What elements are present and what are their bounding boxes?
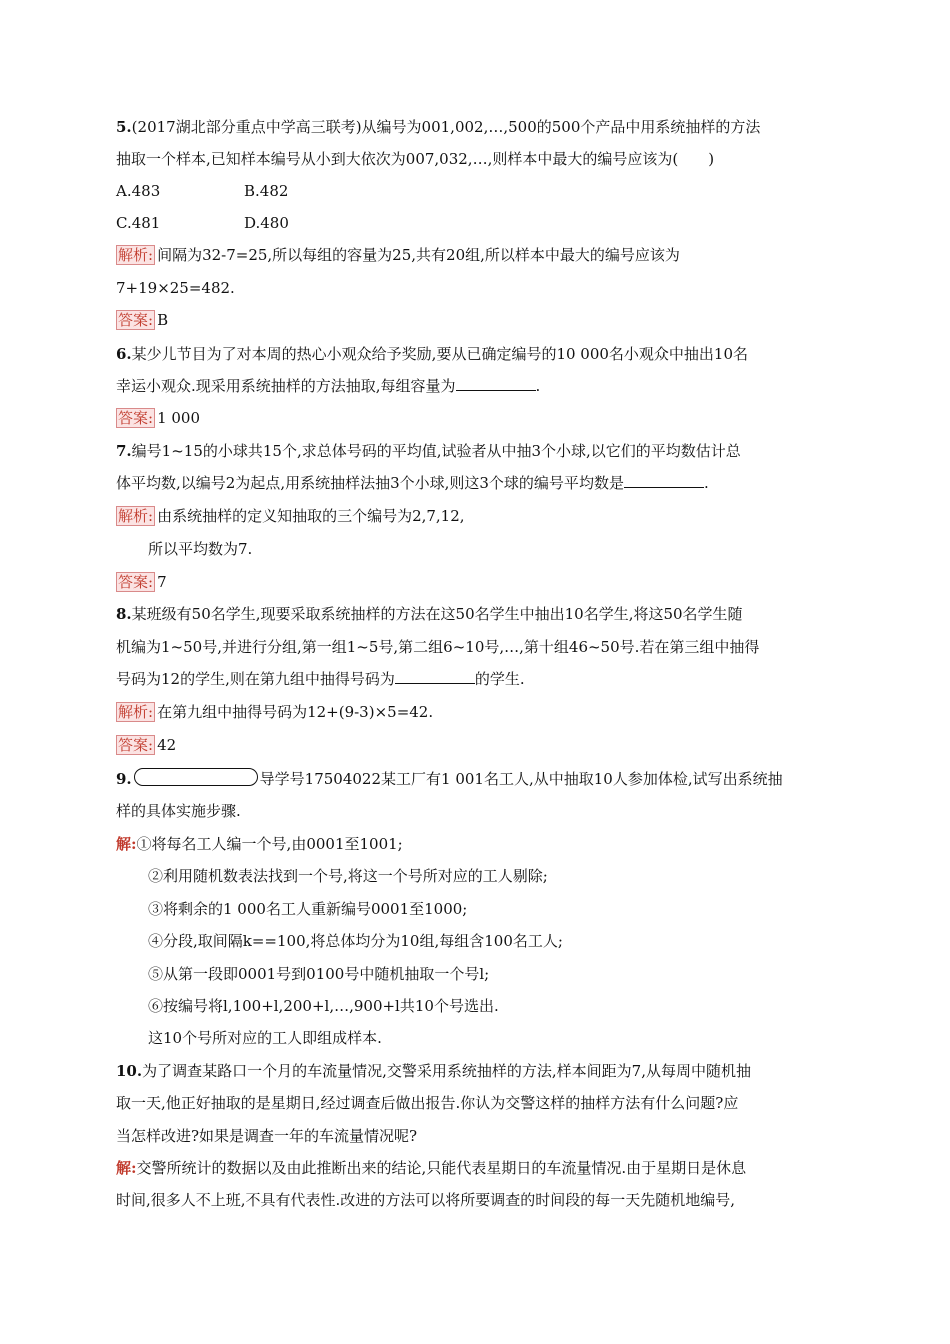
answer-tag: 答案: — [118, 736, 154, 754]
q6-answer: 答案: 1 000 — [118, 409, 201, 427]
q9-step-3: ③将剩余的1 000名工人重新编号0001至1000; — [148, 900, 468, 918]
analysis-tag: 解析: — [118, 703, 154, 721]
q8-analysis: 解析: 在第九组中抽得号码为12+(9-3)×5=42. — [118, 703, 434, 721]
answer-tag: 答案: — [118, 409, 154, 427]
q8-line2: 机编为1~50号,并进行分组,第一组1~5号,第二组6~10号,…,第十组46~50号.若在第三组中抽得 — [116, 638, 760, 656]
q9-line2: 样的具体实施步骤. — [116, 802, 241, 820]
guide-number-badge — [134, 768, 258, 786]
answer-tag: 答案: — [118, 573, 154, 591]
q9-step-5: ⑤从第一段即0001号到0100号中随机抽取一个号l; — [148, 965, 490, 983]
q7-analysis-line2: 所以平均数为7. — [148, 540, 253, 558]
q5-line1: 5.(2017湖北部分重点中学高三联考)从编号为001,002,…,500的500个产品中用系统抽样的方法 — [116, 118, 761, 136]
q5-options-cd — [116, 213, 289, 233]
q7-answer: 答案: 7 — [118, 573, 167, 591]
q7-line1: 7.编号1~15的小球共15个,求总体号码的平均值,试验者从中抽3个小球,以它们的平均数估计总 — [116, 442, 741, 460]
analysis-tag: 解析: — [118, 246, 154, 264]
q10-number: 10. — [116, 1062, 143, 1080]
q10-solution-line2: 时间,很多人不上班,不具有代表性.改进的方法可以将所要调查的时间段的每一天先随机地编号, — [116, 1191, 736, 1209]
analysis-tag: 解析: — [118, 507, 154, 525]
q5-answer: 答案: B — [118, 311, 169, 329]
q10-solution: 解:交警所统计的数据以及由此推断出来的结论,只能代表星期日的车流量情况.由于星期日是休息 — [116, 1159, 747, 1177]
q10-line1: 10.为了调查某路口一个月的车流量情况,交警采用系统抽样的方法,样本间距为7,从每周中随机抽 — [116, 1062, 751, 1080]
q8-line1: 8.某班级有50名学生,现要采取系统抽样的方法在这50名学生中抽出10名学生,将这50名学生随 — [116, 605, 743, 623]
q8-line3: 号码为12的学生,则在第九组中抽得号码为 的学生. — [116, 670, 525, 688]
q7-analysis: 解析: 由系统抽样的定义知抽取的三个编号为2,7,12, — [118, 507, 465, 525]
q10-line2: 取一天,他正好抽取的是星期日,经过调查后做出报告.你认为交警这样的抽样方法有什么问题?应 — [116, 1094, 739, 1112]
solution-tag: 解: — [116, 1159, 137, 1177]
q9-number: 9. — [116, 770, 132, 788]
q5-options-ab — [116, 181, 288, 201]
q6-number: 6. — [116, 345, 132, 363]
q9-line1: 9. 导学号17504022某工厂有1 001名工人,从中抽取10人参加体检,试写出系统抽 — [116, 770, 783, 788]
q5-option-d: D.480 — [244, 214, 289, 232]
q9-solution: 解:①将每名工人编一个号,由0001至1001; — [116, 835, 403, 853]
fill-blank — [624, 473, 704, 488]
q5-line2: 抽取一个样本,已知样本编号从小到大依次为007,032,…,则样本中最大的编号应该为( ) — [116, 150, 715, 168]
fill-blank — [456, 376, 536, 391]
q7-number: 7. — [116, 442, 132, 460]
q8-number: 8. — [116, 605, 132, 623]
q5-analysis-line2: 7+19×25=482. — [116, 279, 235, 297]
q9-step-4: ④分段,取间隔k==100,将总体均分为10组,每组含100名工人; — [148, 932, 563, 950]
q9-step-2: ②利用随机数表法找到一个号,将这一个号所对应的工人剔除; — [148, 867, 548, 885]
q6-line2: 幸运小观众.现采用系统抽样的方法抽取,每组容量为 . — [116, 377, 541, 395]
q5-option-b: B.482 — [244, 182, 289, 200]
fill-blank — [395, 669, 475, 684]
q5-number: 5. — [116, 118, 132, 136]
q6-line1: 6.某少儿节目为了对本周的热心小观众给予奖励,要从已确定编号的10 000名小观众中抽出10名 — [116, 345, 749, 363]
q5-analysis: 解析: 间隔为32-7=25,所以每组的容量为25,共有20组,所以样本中最大的编号应该为 — [118, 246, 680, 264]
answer-tag: 答案: — [118, 311, 154, 329]
q10-line3: 当怎样改进?如果是调查一年的车流量情况呢? — [116, 1127, 418, 1145]
q5-option-c: C.481 — [116, 214, 161, 232]
q9-step-6: ⑥按编号将l,100+l,200+l,…,900+l共10个号选出. — [148, 997, 499, 1015]
q9-conclusion: 这10个号所对应的工人即组成样本. — [148, 1029, 382, 1047]
q8-answer: 答案: 42 — [118, 736, 177, 754]
q7-line2: 体平均数,以编号2为起点,用系统抽样法抽3个小球,则这3个球的编号平均数是 . — [116, 474, 709, 492]
solution-tag: 解: — [116, 835, 137, 853]
q5-option-a: A.483 — [116, 182, 161, 200]
